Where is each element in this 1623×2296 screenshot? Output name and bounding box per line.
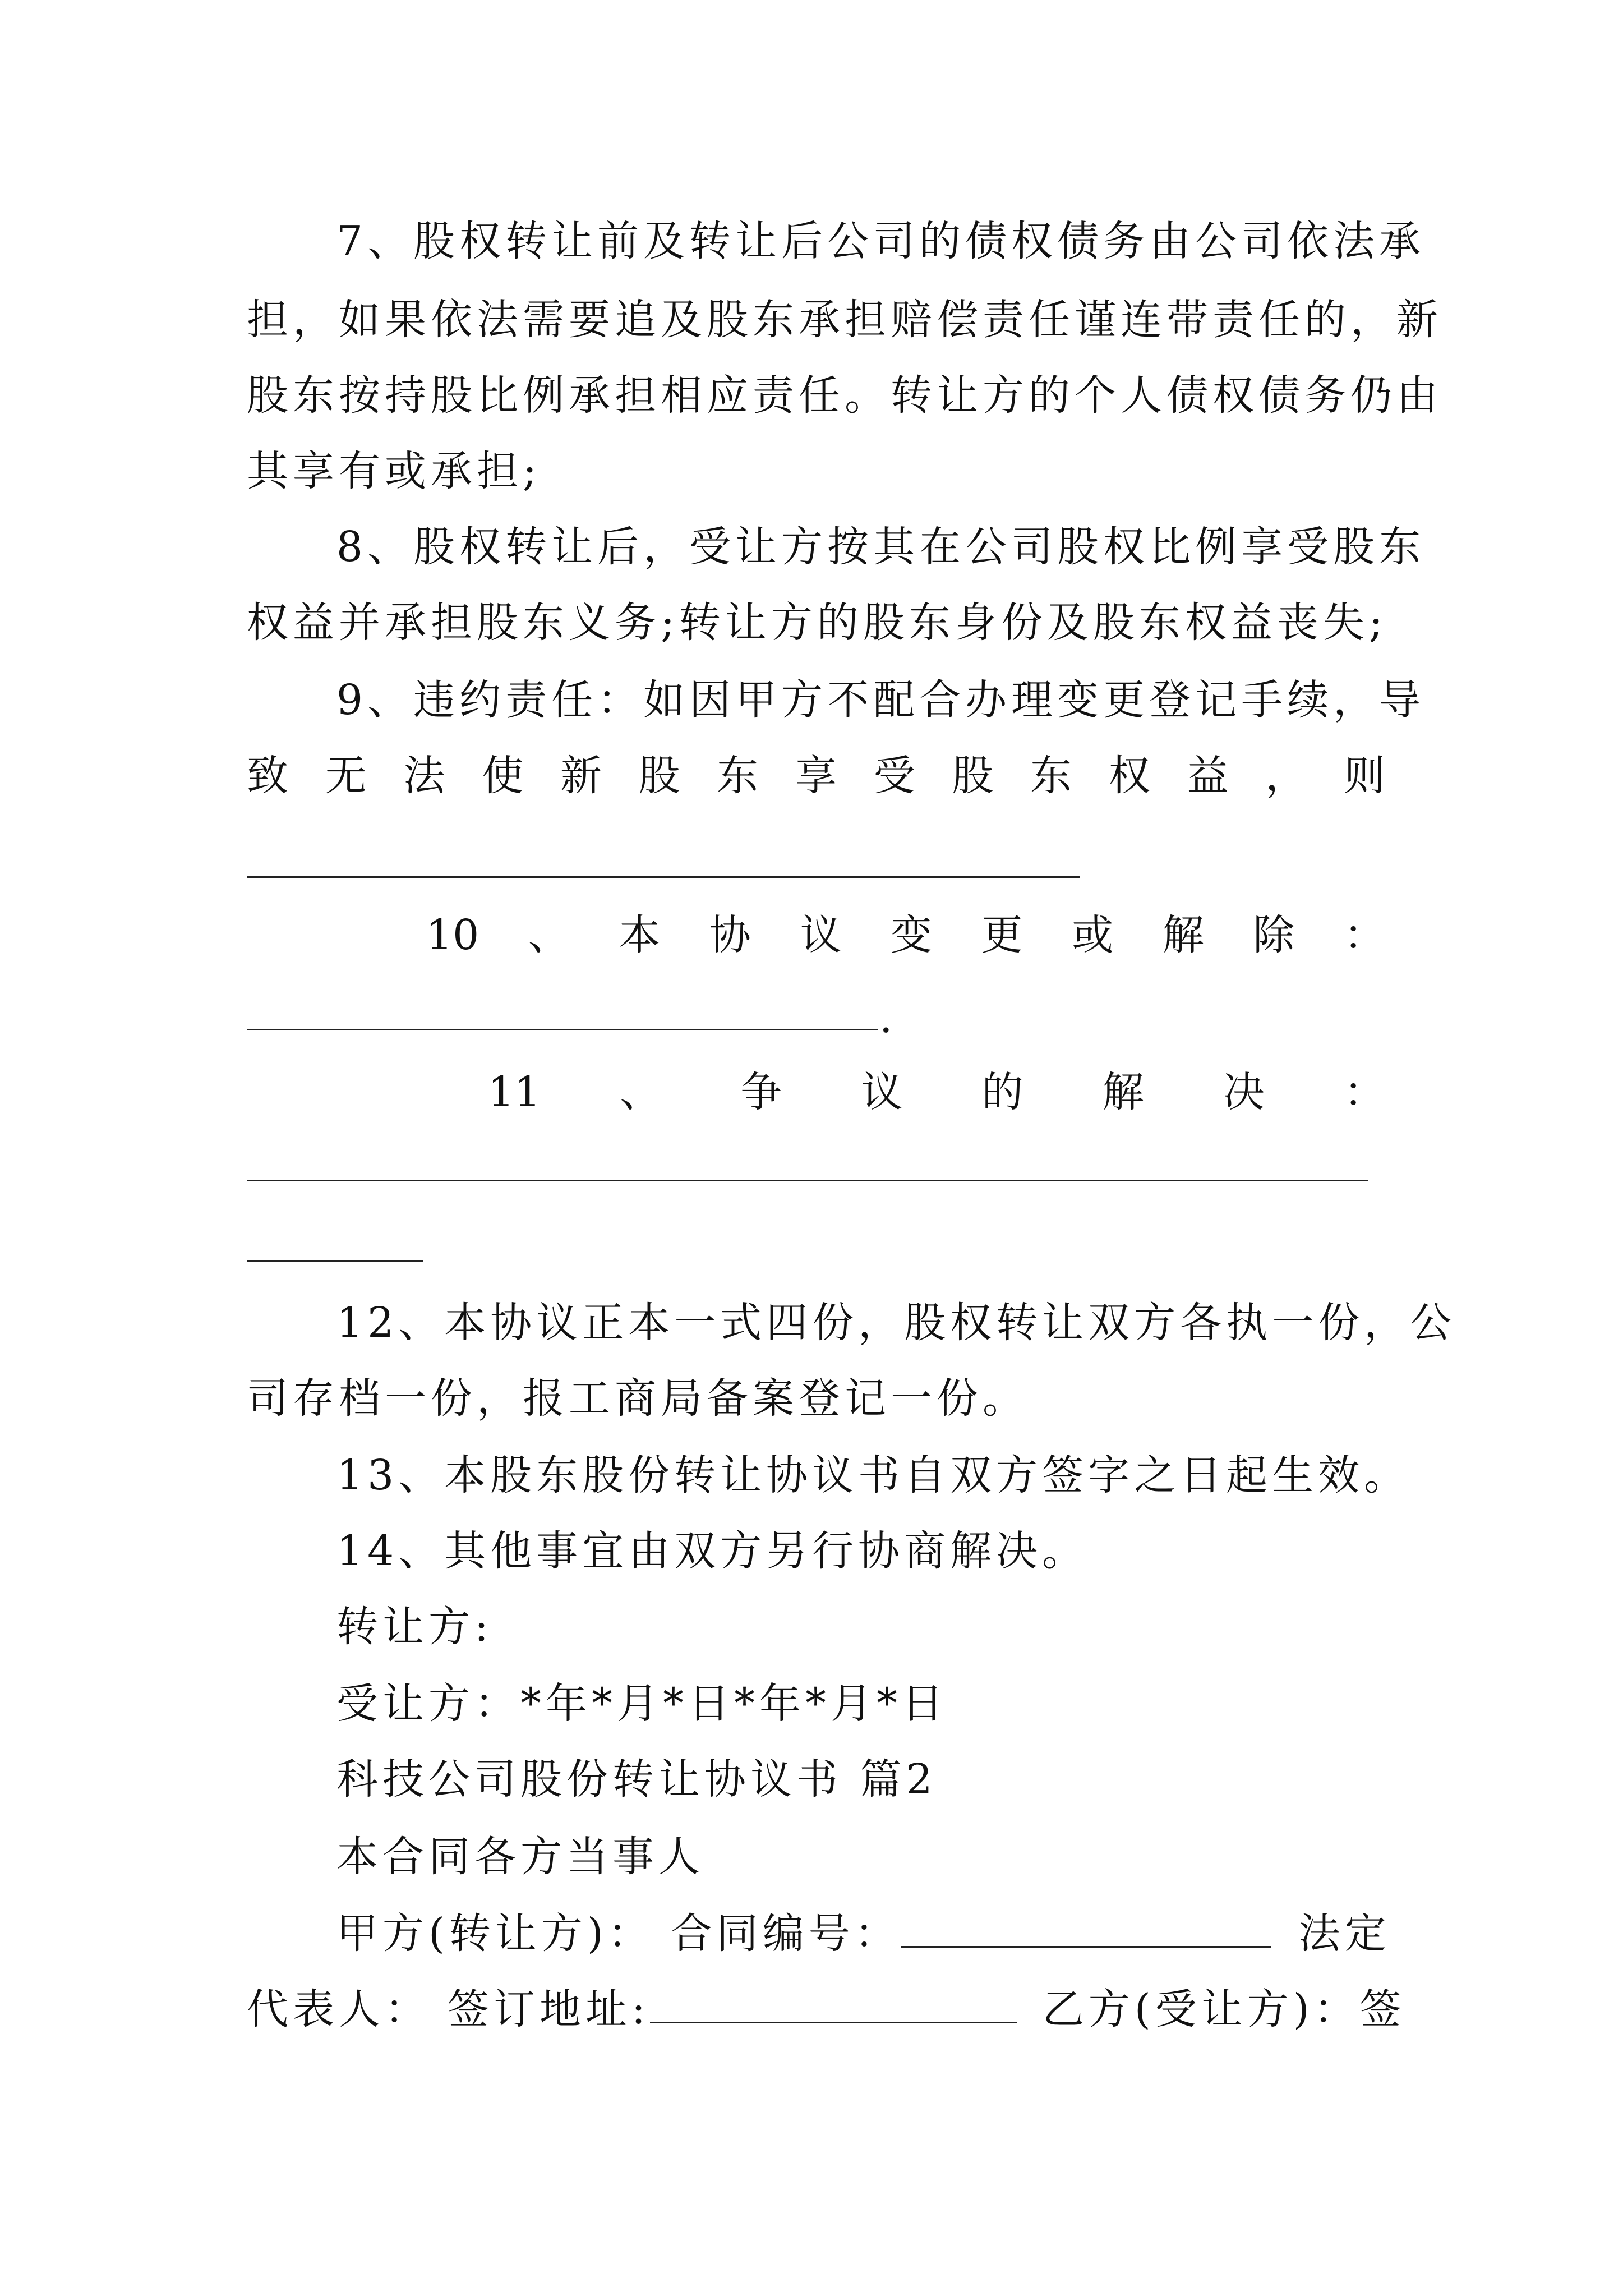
para-8-line-2: 权益并承担股东义务;转让方的股东身份及股东权益丧失; [247,599,1387,647]
party-a-line-2 [247,1981,1406,2037]
legal-rep-label-part2: 代表人： [247,1985,431,2033]
blank-line-11b [247,1260,423,1262]
parties-line: 本合同各方当事人 [336,1833,704,1881]
para-8-line-1: 8、股权转让后，受让方按其在公司股权比例享受股东 [336,523,1426,571]
blank-line-10 [247,1029,878,1030]
sign-place-label: 签订地址: [448,1985,650,2033]
blank-line-11a [247,1180,1368,1181]
blank-line-9 [247,876,1080,878]
transferor-label: 转让方: [336,1603,493,1651]
para-9-line-2: 致无法使新股东享受股东权益，则 [247,752,1385,800]
para-10-line-1: 10、本协议变更或解除： [426,911,1385,959]
transferee-label: 受让方：*年*月*日*年*月*日 [336,1680,948,1728]
sign-place-blank [650,1986,1017,2023]
para-13: 13、本股东股份转让协议书自双方签字之日起生效。 [336,1451,1410,1499]
para-7-line-2: 担，如果依法需要追及股东承担赔偿责任谨连带责任的，新 [247,296,1442,344]
party-b-label: 乙方(受让方)：签 [1042,1985,1406,2033]
para-10-period: . [879,994,893,1042]
legal-rep-label-part1: 法定 [1298,1910,1391,1958]
para-7-line-3: 股东按持股比例承担相应责任。转让方的个人债权债务仍由 [247,371,1442,420]
para-12-line-2: 司存档一份，报工商局备案登记一份。 [247,1374,1029,1423]
section-heading-2: 科技公司股份转让协议书 篇2 [336,1755,937,1803]
contract-no-label: 合同编号： [670,1910,901,1958]
para-9-line-1: 9、违约责任：如因甲方不配合办理变更登记手续，导 [336,676,1426,724]
contract-no-blank [901,1910,1271,1948]
para-11-line-1: 11、争议的解决： [488,1068,1385,1116]
para-12-line-1: 12、本协议正本一式四份，股权转让双方各执一份，公 [336,1299,1456,1347]
para-7-line-4: 其享有或承担; [247,447,541,495]
para-14: 14、其他事宜由双方另行协商解决。 [336,1527,1089,1575]
party-a-label: 甲方(转让方)： [336,1910,654,1958]
para-7-line-1: 7、股权转让前及转让后公司的债权债务由公司依法承 [336,217,1426,265]
party-a-line [336,1906,1391,1962]
